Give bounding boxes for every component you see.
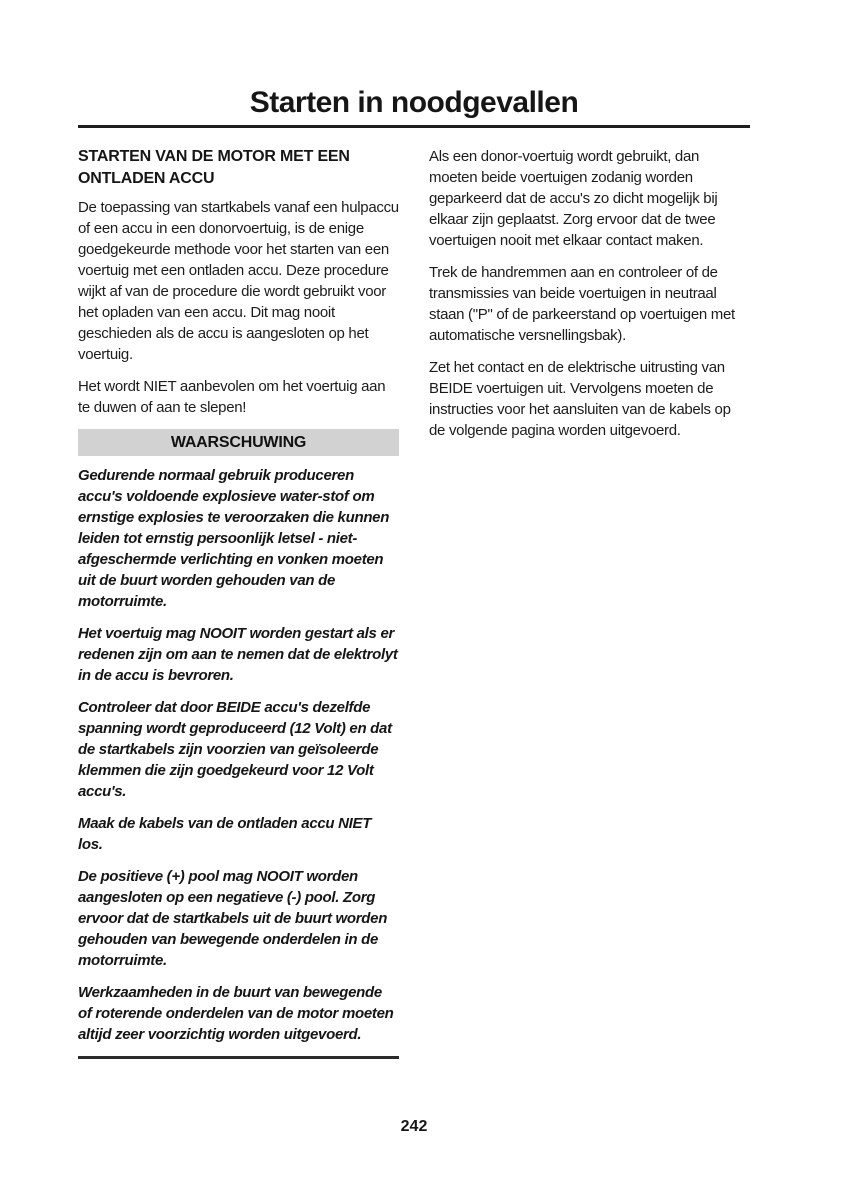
warning-banner bbox=[78, 429, 399, 456]
warning-paragraph: Het voertuig mag NOOIT worden gestart als er redenen zijn om aan te nemen dat de elektrolyt in de accu is bevroren. bbox=[78, 625, 398, 684]
warning-paragraph: Gedurende normaal gebruik produceren accu's voldoende explosieve water-stof om ernstige explosies te veroorzaken die kunnen leiden tot ernstig persoonlijk letsel - niet-afgeschermde verlichting en vonken moeten uit de buurt worden gehouden van de motorruimte. bbox=[78, 467, 390, 610]
paragraph: Zet het contact en de elektrische uitrusting van BEIDE voertuigen uit. Vervolgens moeten de instructies voor het aansluiten van de kabels op de volgende pagina worden uitgevoerd. bbox=[429, 359, 731, 439]
warning-end-divider bbox=[78, 1056, 399, 1059]
warning-paragraph: De positieve (+) pool mag NOOIT worden aangesloten op een negatieve (-) pool. Zorg ervoor dat de startkabels uit de buurt worden gehouden van bewegende onderdelen in de motorruimte. bbox=[78, 868, 388, 969]
warning-section bbox=[78, 429, 399, 1059]
left-column bbox=[78, 146, 399, 1059]
page-footer bbox=[78, 1118, 750, 1136]
title-rule-divider bbox=[78, 125, 750, 128]
section-heading: STARTEN VAN DE MOTOR MET EEN ONTLADEN ACCU bbox=[78, 148, 350, 187]
page-title: Starten in noodgevallen bbox=[249, 86, 579, 119]
paragraph: Als een donor-voertuig wordt gebruikt, dan moeten beide voertuigen zodanig worden geparkeerd dat de accu's zo dicht mogelijk bij elkaar zijn geplaatst. Zorg ervoor dat de twee voertuigen nooit met elkaar contact maken. bbox=[429, 148, 718, 249]
paragraph: Het wordt NIET aanbevolen om het voertuig aan te duwen of aan te slepen! bbox=[78, 378, 386, 416]
warning-title: WAARSCHUWING bbox=[170, 433, 307, 451]
warning-paragraph: Controleer dat door BEIDE accu's dezelfde spanning wordt geproduceerd (12 Volt) en dat de startkabels zijn voorzien van geïsoleerde klemmen die zijn goedgekeurd voor 12 Volt accu's. bbox=[78, 699, 392, 800]
paragraph: Trek de handremmen aan en controleer of de transmissies van beide voertuigen in neutraal staan ("P" of de parkeerstand op voertuigen met automatische versnellingsbak). bbox=[429, 264, 735, 344]
warning-paragraph: Maak de kabels van de ontladen accu NIET los. bbox=[78, 815, 372, 853]
page-number: 242 bbox=[400, 1118, 428, 1135]
right-column bbox=[429, 146, 750, 1059]
warning-paragraph: Werkzaamheden in de buurt van bewegende of roterende onderdelen van de motor moeten altijd zeer voorzichtig worden uitgevoerd. bbox=[78, 984, 394, 1043]
two-column-layout bbox=[78, 146, 750, 1059]
page-header bbox=[78, 86, 750, 128]
paragraph: De toepassing van startkabels vanaf een hulpaccu of een accu in een donorvoertuig, is de enige goedgekeurde methode voor het starten van een voertuig met een ontladen accu. Deze procedure wijkt af van de procedure die wordt gebruikt voor het opladen van een accu. Dit mag nooit geschieden als de accu is aangesloten op het voertuig. bbox=[78, 199, 399, 363]
